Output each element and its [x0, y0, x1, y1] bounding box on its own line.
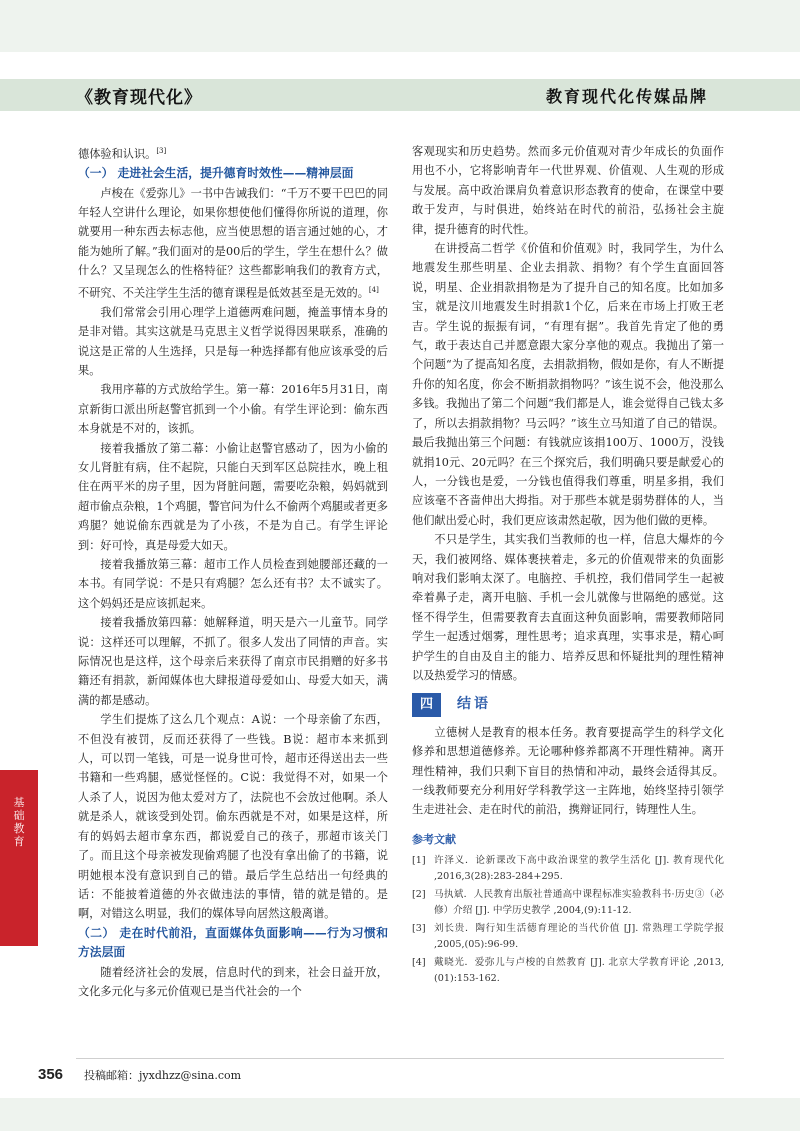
paragraph-text: 立德树人是教育的根本任务。教育要提高学生的科学文化修养和思想道德修养。无论哪种修养都离不开理性精神。离开理性精神，我们只剩下盲目的热情和冲动，最终会适得其反。一线教师要充分利用好学科教学这一主阵地，始终坚持引领学生走进社会、走在时代的前沿，携辩证同行，铸理性人生。: [412, 725, 724, 817]
reference-text: 刘长贵．陶行知生活德育理论的当代价值 [J]. 常熟理工学院学报 ,2005,(05):96-99.: [434, 923, 724, 951]
paragraph-text: 学生们提炼了这么几个观点：A说：一个母亲偷了东西，不但没有被罚，反而还获得了一些钱。B说：超市本来抓到人，可以罚一笔钱，可是一说身世可怜，超市还得送出去一些书籍和一些鸡腿，感觉怪怪的。C说：我觉得不对，如果一个人杀了人，说因为他太爱对方了，法院也不会放过他啊。杀人就是杀人，就该受到处罚。偷东西就是不对，如果是这样，所有的妈妈去超市拿东西，都说爱自己的孩子，那超市该关门了。而且这个母亲被发现偷鸡腿了也没有拿出偷了的书籍，说明她根本没有意识到自己的错。最后学生总结出一句经典的话：不能披着道德的外衣做违法的事情，错的就是错的。是啊，对错这么明显，我们的媒体导向居然这般离谱。: [78, 713, 388, 921]
paragraph: [78, 142, 388, 164]
references-title: 参考文献: [412, 832, 456, 846]
references-list: [412, 853, 724, 987]
section-number: 四: [412, 693, 441, 716]
subsection-heading: （二） 走在时代前沿，直面媒体负面影响——行为习惯和方法层面: [78, 925, 388, 960]
paragraph-text: 接着我播放了第二幕：小偷让赵警官感动了，因为小偷的女儿肾脏有病，住不起院，只能白天到军区总院挂水，晚上租住在两平米的房子里，因为肾脏问题，需要吃杂粮，妈妈就到超市偷点杂粮，1个鸡腿，警官问为什么不偷两个鸡腿或者更多鸡腿？她说偷东西就是为了小孩，不是为自己。有学生评论到：好可怜，真是母爱大如天。: [78, 441, 388, 552]
paragraph: [412, 142, 724, 239]
reference-number: [3]: [412, 923, 426, 935]
paragraph: [78, 439, 388, 555]
paragraph: [412, 723, 724, 820]
paragraph: [78, 380, 388, 438]
section-title: 结语: [457, 696, 492, 713]
left-column: [78, 142, 388, 1001]
paragraph-text: 客观现实和历史趋势。然而多元价值观对青少年成长的负面作用也不小，它将影响青年一代世界观、价值观、人生观的形成与发展。高中政治课肩负着意识形态教育的使命，在课堂中要敢于发声，与时俱进，始终站在时代的前沿，弘扬社会主旋律，提升德育的时代性。: [412, 145, 724, 236]
bottom-band: [0, 1098, 800, 1131]
paragraph: [412, 530, 724, 685]
section-tab-label: 基础教育: [13, 796, 25, 848]
paragraph: [78, 613, 388, 710]
paragraph: [78, 303, 388, 381]
journal-title: 《教育现代化》: [76, 88, 202, 108]
paragraph: [78, 184, 388, 303]
paragraph-text: 接着我播放第四幕：她解释道，明天是六一儿童节。同学说：这样还可以理解，不抓了。很多人发出了同情的声音。实际情况也是这样，这个母亲后来获得了南京市民捐赠的好多书籍还有捐款，新闻媒体也大肆报道母爱如山、母爱大如天，满满的都是感动。: [78, 616, 388, 707]
reference-number: [2]: [412, 889, 426, 901]
section-heading: [412, 693, 724, 716]
page-number: 356: [38, 1066, 64, 1083]
right-column-body: [412, 142, 724, 820]
paragraph-text: 我用序幕的方式放给学生。第一幕：2016年5月31日，南京新街口派出所赵警官抓到一个小偷。有学生评论到：偷东西本身就是不对的，该抓。: [78, 383, 388, 436]
paragraph: [78, 555, 388, 613]
paragraph-text: 随着经济社会的发展，信息时代的到来，社会日益开放，文化多元化与多元价值观已是当代社会的一个: [78, 965, 388, 998]
reference-number: [1]: [412, 855, 426, 867]
top-band: [0, 0, 800, 52]
paragraph-text: 我们常常会引用心理学上道德两难问题，掩盖事情本身的是非对错。其实这就是马克思主义哲学说得因果联系，准确的说这是正常的人生选择，只是每一种选择都有他应该承受的后果。: [78, 305, 388, 377]
citation-marker: [3]: [156, 147, 167, 155]
submission-email: 投稿邮箱：jyxdhzz@sina.com: [84, 1069, 242, 1082]
reference-item: [412, 887, 724, 919]
reference-text: 戴晓光．爱弥儿与卢梭的自然教育 [J]. 北京大学教育评论 ,2013,(01):153-162.: [434, 957, 724, 985]
paragraph-text: 卢梭在《爱弥儿》一书中告诫我们：“千万不要干巴巴的同年轻人空讲什么理论，如果你想使他们懂得你所说的道理，你就要用一种东西去标志他，应当使思想的语言通过她的心，才能为她所了解。”我们面对的是00后的学生，学生在想什么？做什么？又呈现怎么的性格特征？这些都影响我们的教育方式，不研究、不关注学生生活的德育课程是低效甚至是无效的。: [78, 186, 388, 300]
footer-divider: [76, 1058, 724, 1059]
reference-text: 许泽义．论新课改下高中政治课堂的教学生活化 [J]. 教育现代化 ,2016,3(28):283-284+295.: [434, 855, 724, 883]
paragraph-text: 德体验和认识。: [78, 147, 157, 161]
citation-marker: [4]: [368, 285, 379, 294]
brand-slogan: 教育现代化传媒品牌: [545, 87, 708, 106]
reference-item: [412, 921, 724, 953]
reference-item: [412, 853, 724, 885]
paragraph-text: 在讲授高二哲学《价值和价值观》时，我同学生，为什么地震发生那些明星、企业去捐款、捐物？有个学生直面回答说，明星、企业捐款捐物是为了提升自己的知名度。比如加多宝，就是汶川地震发生时捐款1个亿，后来在市场上打败王老吉。学生说的振振有词，“有理有据”。我首先肯定了他的勇气，敢于表达自己并愿意跟大家分享他的观点。我抛出了第一个问题“为了提高知名度，去捐款捐物，假如是你，有人不断提升你的知名度，你会不断捐款捐物吗？”该生说不会，他没那么多钱。我抛出了第二个问题“我们都是人，谁会觉得自己钱太多了，所以去捐款捐物？马云吗？”该生立马知道了自己的错误。最后我抛出第三个问题：有钱就应该捐100万、1000万，没钱就捐10元、20元吗？在三个探究后，我们明确只要是献爱心的人，一分钱也是爱，一分钱也值得我们尊重，明星多捐，我们应该毫不吝啬伸出大拇指。对于那些本就是弱势群体的人，当他们献出爱心时，我们更应该肃然起敬，因为他们做的更棒。: [412, 242, 724, 527]
reference-item: [412, 955, 724, 987]
paragraph: [412, 239, 724, 530]
paragraph-text: 不只是学生，其实我们当教师的也一样，信息大爆炸的今天，我们被网络、媒体裹挟着走，多元的价值观带来的负面影响对我们影响太深了。电脑控、手机控，我们借同学生一起被牵着鼻子走，离开电脑、手机一会儿就像与世隔绝的感觉。这怪不得学生，但需要教育去直面这种负面影响，需要教师陪同学生一起透过烟雾，理性思考；追求真理，实事求是，精心呵护学生的自由及自主的能力、培养反思和怀疑批判的理性精神以及热爱学习的情感。: [412, 533, 724, 682]
reference-number: [4]: [412, 957, 426, 969]
reference-text: 马执斌．人民教育出版社普通高中课程标准实验教科书·历史③（必修）介绍 [J]. 中学历史教学 ,2004,(9):11-12.: [434, 889, 724, 917]
paragraph-text: 接着我播放第三幕：超市工作人员检查到她腰部还藏的一本书。有同学说：不是只有鸡腿？怎么还有书？太不诚实了。这个妈妈还是应该抓起来。: [78, 558, 388, 610]
paragraph: [78, 963, 388, 1002]
paragraph: [78, 710, 388, 923]
right-column: [412, 142, 724, 989]
subsection-heading: （一） 走进社会生活，提升德育时效性——精神层面: [78, 166, 354, 181]
